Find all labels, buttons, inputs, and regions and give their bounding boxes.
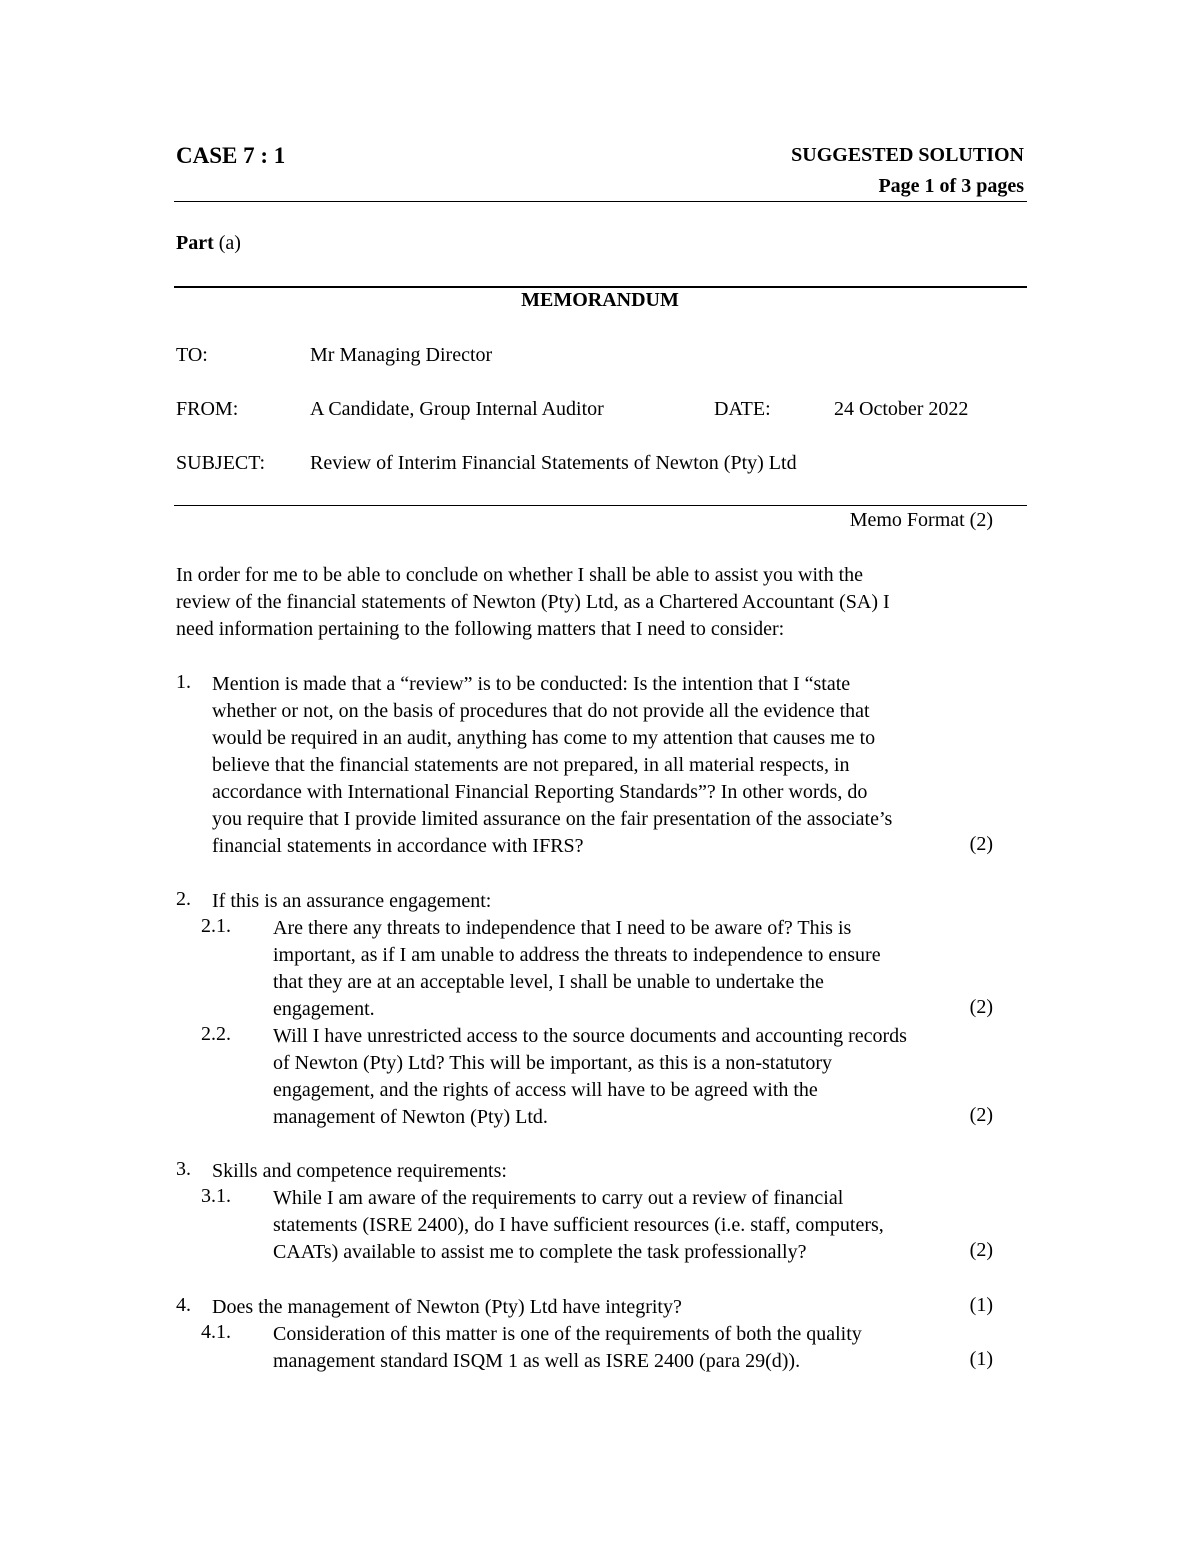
to-value: Mr Managing Director [310, 344, 493, 366]
part-label-letter: (a) [213, 232, 241, 254]
item-2-number: 2. [176, 888, 191, 910]
item-2-2-mark: (2) [969, 1104, 993, 1126]
item-2-1-line: Are there any threats to independence that I need to be aware of? This is [273, 917, 852, 939]
item-2-2-line: Will I have unrestricted access to the source documents and accounting records [273, 1025, 907, 1047]
item-2-2-line: of Newton (Pty) Ltd? This will be important, as this is a non-statutory [273, 1052, 833, 1074]
item-2-text: If this is an assurance engagement: [212, 890, 492, 912]
item-1-line: Mention is made that a “review” is to be conducted: Is the intention that I “state [212, 673, 851, 695]
item-2-1-mark: (2) [969, 996, 993, 1018]
item-2-2-line: management of Newton (Pty) Ltd. [273, 1106, 548, 1128]
item-1-number: 1. [176, 671, 191, 693]
item-2-2-number: 2.2. [201, 1023, 231, 1045]
item-1-line: you require that I provide limited assurance on the fair presentation of the associate’s [212, 808, 893, 830]
memo-bottom-divider [174, 505, 1027, 506]
subject-label: SUBJECT: [176, 452, 266, 474]
intro-line: In order for me to be able to conclude on whether I shall be able to assist you with the [176, 564, 864, 586]
item-4-text: Does the management of Newton (Pty) Ltd have integrity? [212, 1296, 682, 1318]
item-1-line: accordance with International Financial Reporting Standards”? In other words, do [212, 781, 868, 803]
item-1-mark: (2) [969, 833, 993, 855]
item-2-1-text [273, 915, 1023, 1023]
page-info: Page 1 of 3 pages [878, 175, 1024, 197]
item-3-1-line: statements (ISRE 2400), do I have sufficient resources (i.e. staff, computers, [273, 1214, 884, 1236]
item-4-mark: (1) [969, 1294, 993, 1316]
item-1-line: financial statements in accordance with IFRS? [212, 835, 584, 857]
item-3-1-line: CAATs) available to assist me to complete the task professionally? [273, 1241, 807, 1263]
item-1-line: believe that the financial statements are not prepared, in all material respects, in [212, 754, 850, 776]
intro-line: need information pertaining to the following matters that I need to consider: [176, 618, 785, 640]
date-label: DATE: [714, 398, 771, 420]
item-1-text [212, 671, 1012, 860]
memo-format-mark: Memo Format (2) [849, 509, 993, 531]
item-4-number: 4. [176, 1294, 191, 1316]
item-3-number: 3. [176, 1158, 191, 1180]
item-2-2-text [273, 1023, 1033, 1131]
part-label [176, 232, 241, 255]
from-label: FROM: [176, 398, 239, 420]
intro-line: review of the financial statements of Newton (Pty) Ltd, as a Chartered Accountant (SA) I [176, 591, 890, 613]
item-4-1-mark: (1) [969, 1348, 993, 1370]
item-3-1-number: 3.1. [201, 1185, 231, 1207]
suggested-solution-title: SUGGESTED SOLUTION [791, 144, 1024, 166]
item-4-1-line: Consideration of this matter is one of the requirements of both the quality [273, 1323, 862, 1345]
item-1-line: would be required in an audit, anything has come to my attention that causes me to [212, 727, 876, 749]
item-3-1-line: While I am aware of the requirements to carry out a review of financial [273, 1187, 844, 1209]
subject-value: Review of Interim Financial Statements of Newton (Pty) Ltd [310, 452, 797, 474]
item-4-1-number: 4.1. [201, 1321, 231, 1343]
case-title: CASE 7 : 1 [176, 143, 286, 168]
item-3-1-text [273, 1185, 1023, 1266]
to-label: TO: [176, 344, 208, 366]
item-2-1-line: that they are at an acceptable level, I shall be unable to undertake the [273, 971, 824, 993]
item-3-1-mark: (2) [969, 1239, 993, 1261]
item-4-1-text [273, 1321, 1023, 1375]
part-label-word: Part [176, 232, 214, 254]
item-2-1-line: engagement. [273, 998, 375, 1020]
item-2-2-line: engagement, and the rights of access will have to be agreed with the [273, 1079, 818, 1101]
item-4-1-line: management standard ISQM 1 as well as ISRE 2400 (para 29(d)). [273, 1350, 801, 1372]
item-3-text: Skills and competence requirements: [212, 1160, 507, 1182]
date-value: 24 October 2022 [834, 398, 969, 420]
item-1-line: whether or not, on the basis of procedures that do not provide all the evidence that [212, 700, 870, 722]
item-2-1-number: 2.1. [201, 915, 231, 937]
intro-paragraph [176, 562, 1026, 643]
from-value: A Candidate, Group Internal Auditor [310, 398, 604, 420]
memo-top-divider [174, 286, 1027, 288]
header-divider [174, 201, 1027, 202]
item-2-1-line: important, as if I am unable to address the threats to independence to ensure [273, 944, 881, 966]
memo-title: MEMORANDUM [521, 289, 679, 311]
